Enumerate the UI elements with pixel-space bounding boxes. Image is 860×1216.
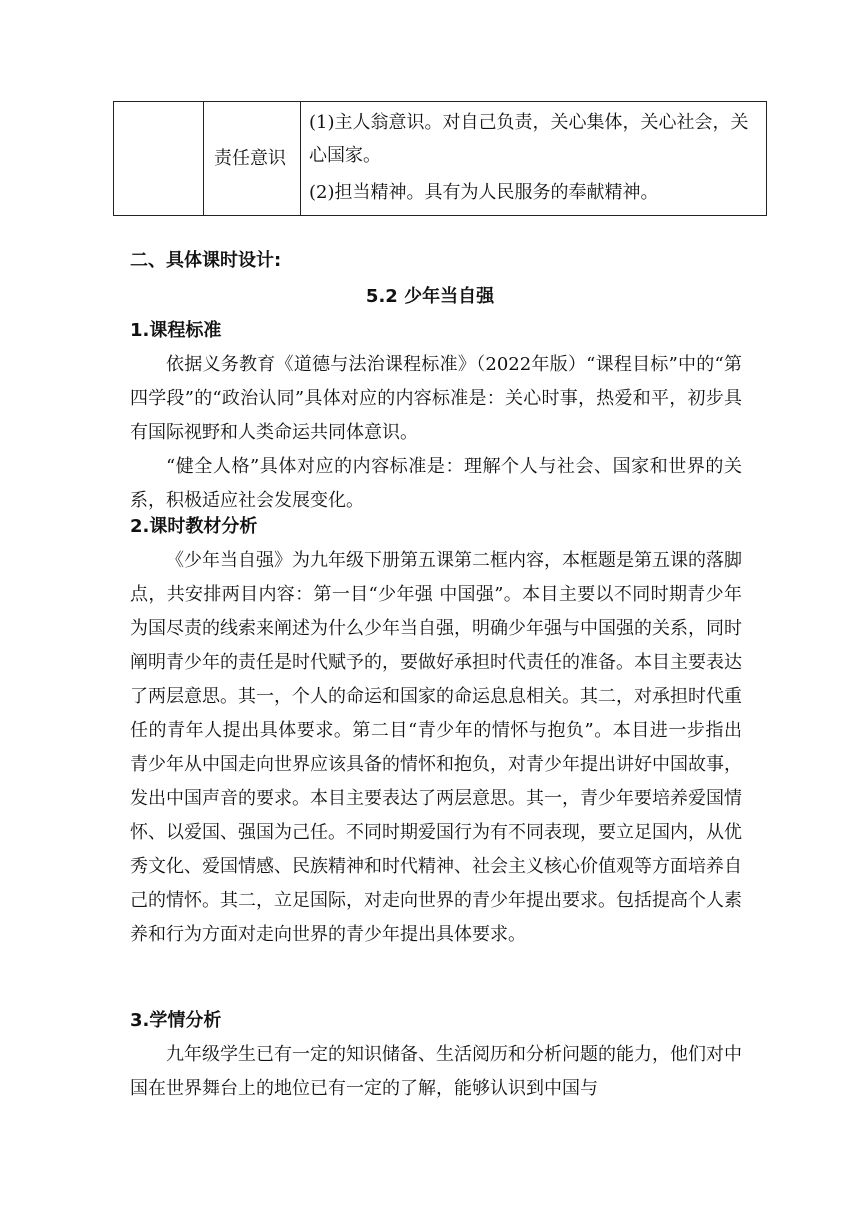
table-cell-content	[301, 102, 767, 216]
table-cell-empty	[114, 102, 204, 216]
paragraph: “健全人格”具体对应的内容标准是：理解个人与社会、国家和世界的关系，积极适应社会发展变化。	[130, 456, 742, 511]
table-item-2: (2)担当精神。具有为人民服务的奉献精神。	[309, 182, 659, 203]
paragraph: 九年级学生已有一定的知识储备、生活阅历和分析问题的能力，他们对中国在世界舞台上的地位已有一定的了解，能够认识到中国与	[130, 1044, 742, 1099]
paragraph: 依据义务教育《道德与法治课程标准》（2022年版）“课程目标”中的“第四学段”的“政治认同”具体对应的内容标准是：关心时事，热爱和平，初步具有国际视野和人类命运共同体意识。	[130, 354, 742, 443]
section-textbook-analysis	[130, 510, 742, 952]
section-student-analysis	[130, 1004, 742, 1106]
paragraph: 《少年当自强》为九年级下册第五课第二框内容，本框题是第五课的落脚点，共安排两目内容：第一目“少年强 中国强”。本目主要以不同时期青少年为国尽责的线索来阐述为什么少年当自强，明确少年强与中国强的关系，同时阐明青少年的责任是时代赋予的，要做好承担时代责任的准备。本目主要表达了两层意思。其一，个人的命运和国家的命运息息相关。其二，对承担时代重任的青年人提出具体要求。第二目“青少年的情怀与抱负”。本目进一步指出青少年从中国走向世界应该具备的情怀和抱负，对青少年提出讲好中国故事，发出中国声音的要求。本目主要表达了两层意思。其一，青少年要培养爱国情怀、以爱国、强国为己任。不同时期爱国行为有不同表现，要立足国内，从优秀文化、爱国情感、民族精神和时代精神、社会主义核心价值观等方面培养自己的情怀。其二，立足国际，对走向世界的青少年提出要求。包括提高个人素养和行为方面对走向世界的青少年提出具体要求。	[130, 550, 742, 945]
lesson-title: 5.2 少年当自强	[365, 286, 495, 307]
table-item-1: (1)主人翁意识。对自己负责，关心集体，关心社会，关心国家。	[309, 112, 749, 166]
heading-student-analysis: 3.学情分析	[130, 1010, 222, 1031]
section-heading: 二、具体课时设计:	[130, 250, 282, 271]
responsibility-table	[113, 101, 767, 216]
heading-textbook-analysis: 2.课时教材分析	[130, 516, 258, 537]
heading-curriculum-standard: 1.课程标准	[130, 320, 222, 341]
section-curriculum-standard	[130, 314, 742, 518]
table-cell-label: 责任意识	[204, 102, 301, 216]
table-row	[114, 102, 767, 216]
